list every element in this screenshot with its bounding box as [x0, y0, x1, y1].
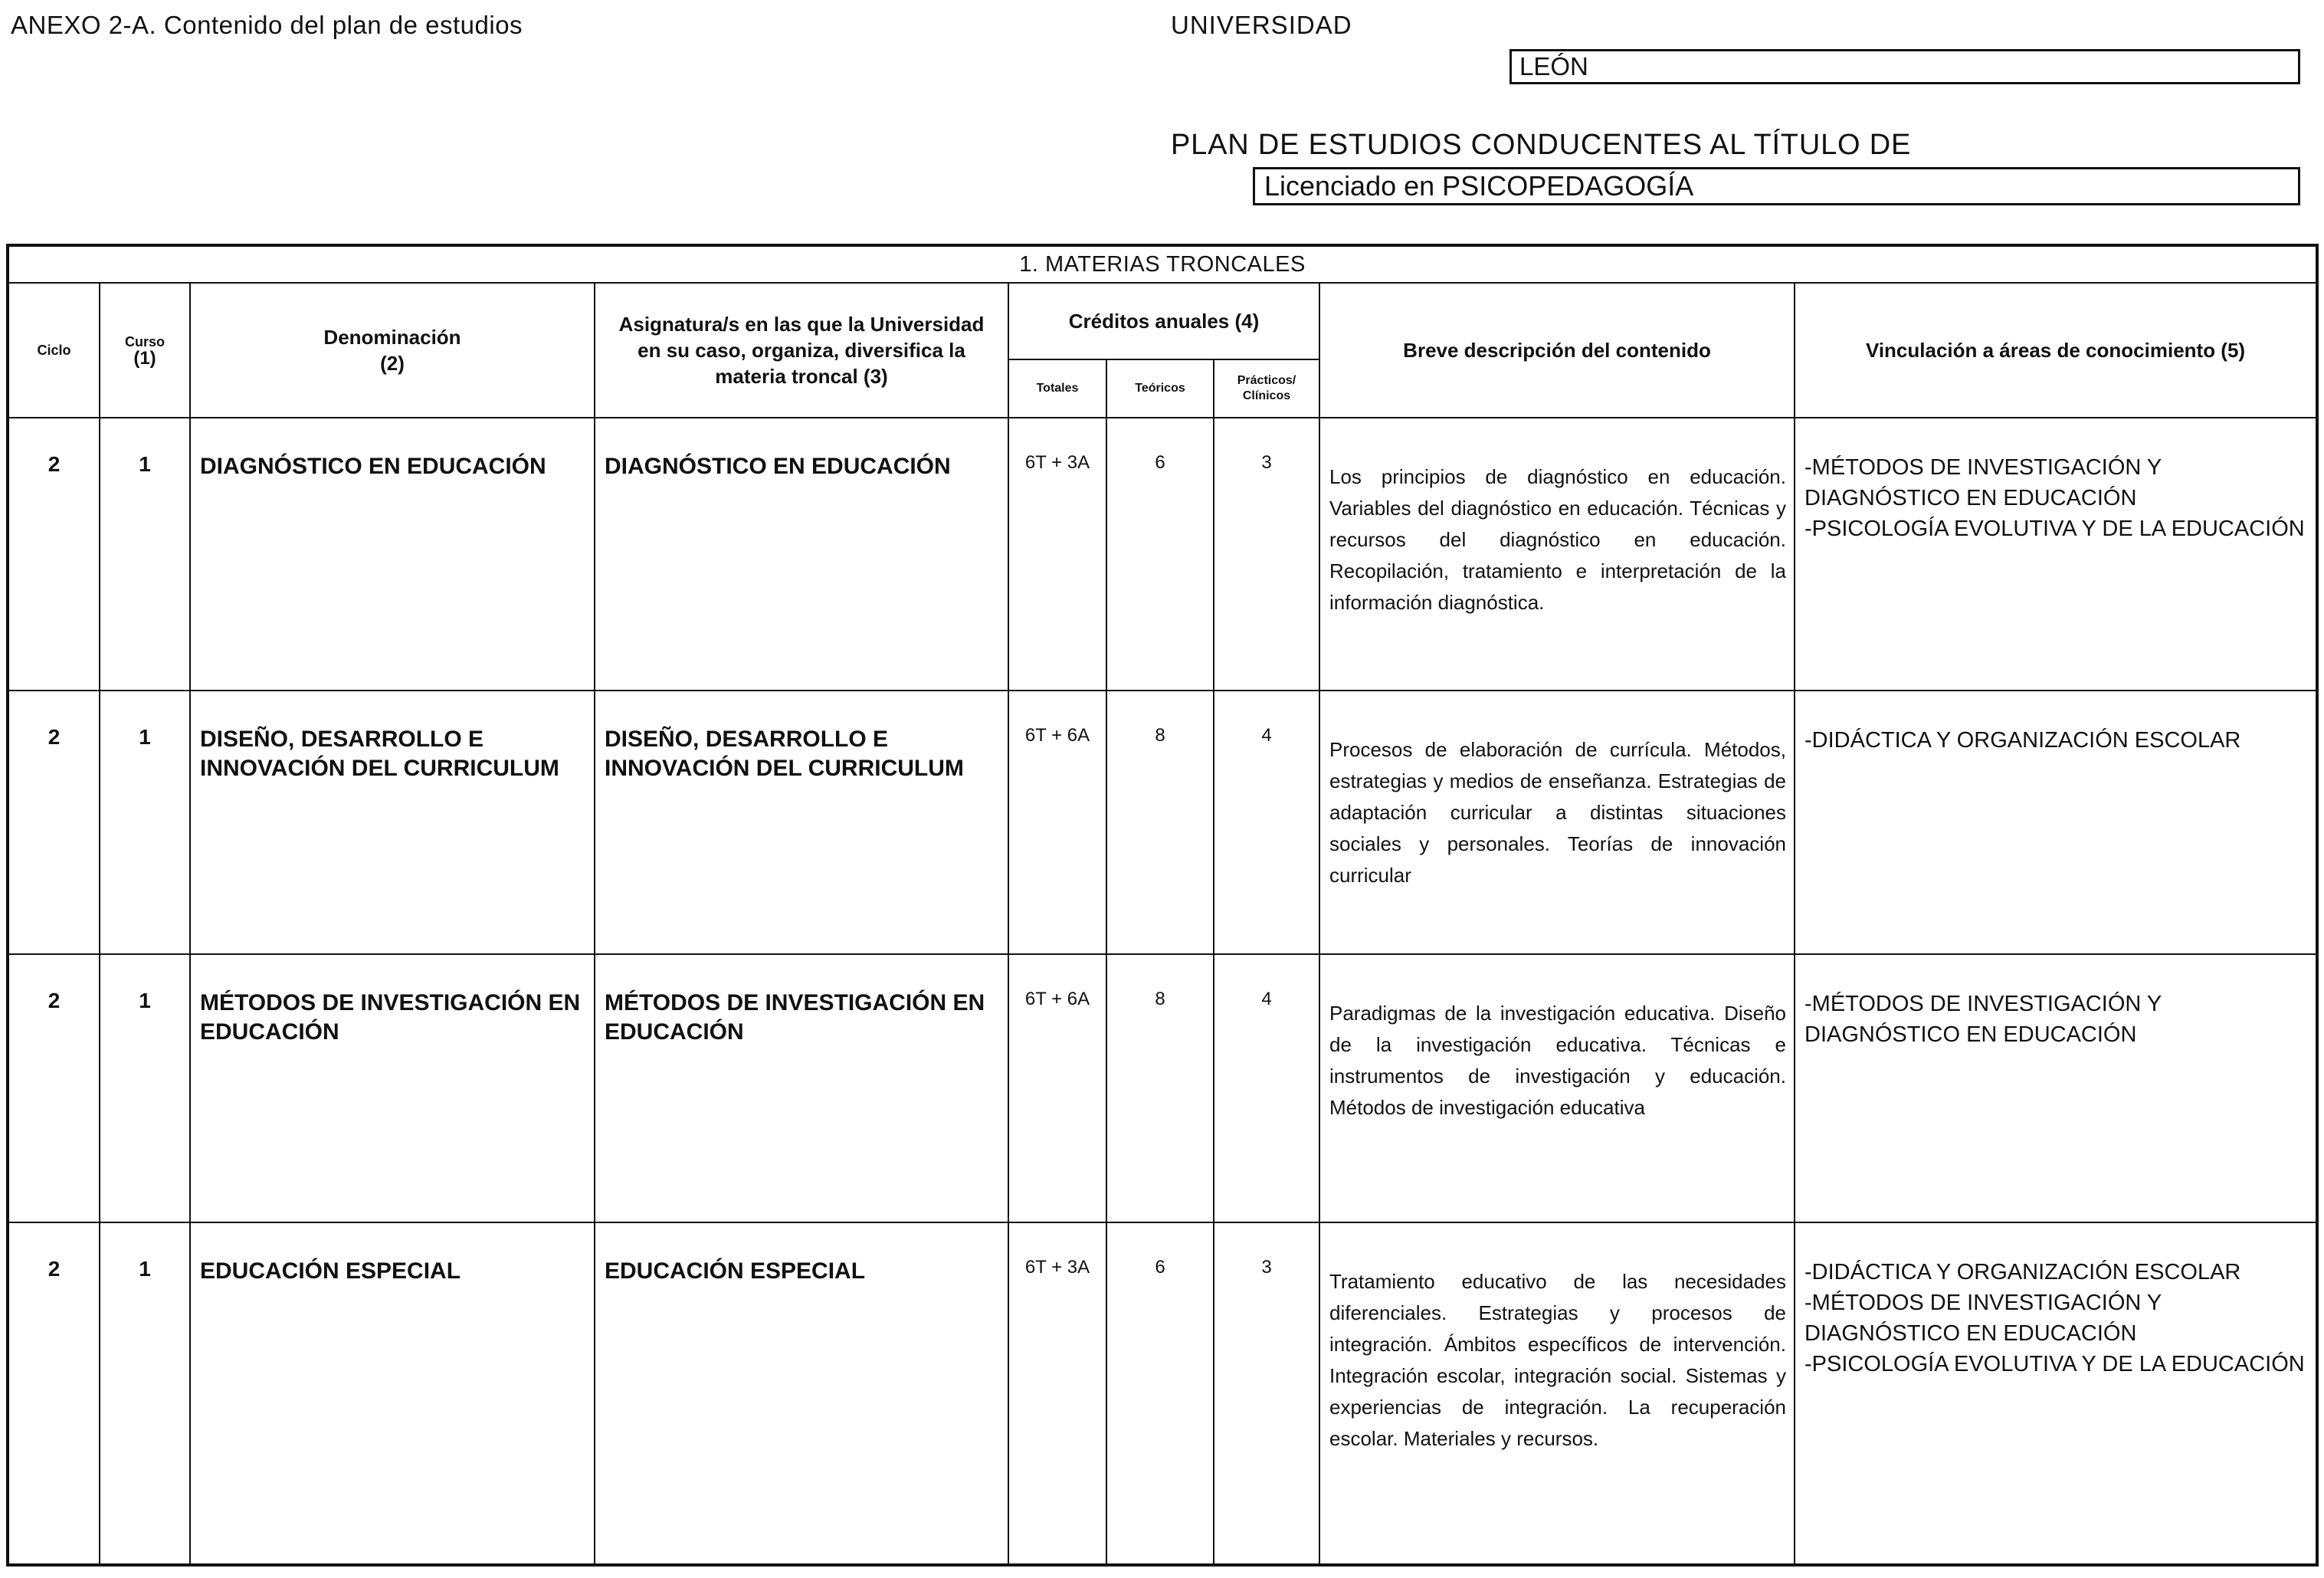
practicos-cell: 3 [1214, 1222, 1319, 1565]
university-label: UNIVERSIDAD [1171, 11, 1352, 39]
teoricos-cell: 6 [1106, 1222, 1214, 1565]
area-item: -DIDÁCTICA Y ORGANIZACIÓN ESCOLAR [1804, 728, 2241, 753]
col-header-teoricos: Teóricos [1106, 359, 1214, 418]
vinculacion-cell [1795, 691, 2317, 954]
vinculacion-cell [1795, 1222, 2317, 1565]
curso-cell: 1 [100, 418, 190, 691]
descripcion-cell: Los principios de diagnóstico en educación. Variables del diagnóstico en educación. Técnicas y recursos del diagnóstico en educación. Recopilación, tratamiento e interpretación de la información diagnóstica. [1319, 418, 1795, 691]
col-header-denominacion-label: Denominación [323, 326, 461, 349]
totales-cell: 6T + 3A [1008, 418, 1106, 691]
teoricos-cell: 8 [1106, 954, 1214, 1222]
teoricos-cell: 6 [1106, 418, 1214, 691]
practicos-cell: 4 [1214, 691, 1319, 954]
asignatura-cell: DISEÑO, DESARROLLO E INNOVACIÓN DEL CURRICULUM [595, 691, 1008, 954]
plan-label: PLAN DE ESTUDIOS CONDUCENTES AL TÍTULO DE [1171, 129, 1912, 161]
col-header-vinculacion: Vinculación a áreas de conocimiento (5) [1795, 283, 2317, 418]
totales-cell: 6T + 6A [1008, 954, 1106, 1222]
ciclo-cell: 2 [8, 691, 100, 954]
annex-title: ANEXO 2-A. Contenido del plan de estudios [11, 11, 523, 39]
teoricos-cell: 8 [1106, 691, 1214, 954]
area-item: -PSICOLOGÍA EVOLUTIVA Y DE LA EDUCACIÓN [1804, 517, 2305, 541]
col-header-totales: Totales [1008, 359, 1106, 418]
col-header-ciclo: Ciclo [8, 283, 100, 418]
ciclo-cell: 2 [8, 954, 100, 1222]
curso-cell: 1 [100, 691, 190, 954]
table-row [8, 954, 2317, 1222]
area-item: -MÉTODOS DE INVESTIGACIÓN Y DIAGNÓSTICO EN EDUCACIÓN [1804, 455, 2162, 510]
practicos-cell: 4 [1214, 954, 1319, 1222]
vinculacion-cell [1795, 418, 2317, 691]
asignatura-cell: EDUCACIÓN ESPECIAL [595, 1222, 1008, 1565]
asignatura-cell: MÉTODOS DE INVESTIGACIÓN EN EDUCACIÓN [595, 954, 1008, 1222]
totales-cell: 6T + 3A [1008, 1222, 1106, 1565]
denominacion-cell: DISEÑO, DESARROLLO E INNOVACIÓN DEL CURRICULUM [190, 691, 595, 954]
col-header-curso-note: (1) [133, 347, 156, 369]
descripcion-cell: Procesos de elaboración de currícula. Métodos, estrategias y medios de enseñanza. Estrategias de adaptación curricular a distintas situaciones sociales y personales. Teorías de innovación curricular [1319, 691, 1795, 954]
descripcion-cell: Tratamiento educativo de las necesidades diferenciales. Estrategias y procesos de integración. Ámbitos específicos de intervención. Integración escolar, integración social. Sistemas y experiencias de integración. La recuperación escolar. Materiales y recursos. [1319, 1222, 1795, 1565]
col-header-practicos: Prácticos/ Clínicos [1214, 359, 1319, 418]
col-header-denominacion [190, 283, 595, 418]
col-header-asignaturas: Asignatura/s en las que la Universidad en su caso, organiza, diversifica la materia troncal (3) [595, 283, 1008, 418]
col-header-curso [100, 283, 190, 418]
denominacion-cell: EDUCACIÓN ESPECIAL [190, 1222, 595, 1565]
curso-cell: 1 [100, 1222, 190, 1565]
ciclo-cell: 2 [8, 1222, 100, 1565]
area-item: -DIDÁCTICA Y ORGANIZACIÓN ESCOLAR [1804, 1260, 2241, 1284]
area-item: -PSICOLOGÍA EVOLUTIVA Y DE LA EDUCACIÓN [1804, 1352, 2305, 1376]
ciclo-cell: 2 [8, 418, 100, 691]
col-header-denominacion-note: (2) [380, 352, 405, 375]
denominacion-cell: DIAGNÓSTICO EN EDUCACIÓN [190, 418, 595, 691]
descripcion-cell: Paradigmas de la investigación educativa. Diseño de la investigación educativa. Técnicas e instrumentos de investigación y educación. Métodos de investigación educativa [1319, 954, 1795, 1222]
col-header-curso-label: Curso [124, 333, 165, 349]
col-header-descripcion: Breve descripción del contenido [1319, 283, 1795, 418]
materias-troncales-table [6, 244, 2319, 1567]
curso-cell: 1 [100, 954, 190, 1222]
asignatura-cell: DIAGNÓSTICO EN EDUCACIÓN [595, 418, 1008, 691]
area-item: -MÉTODOS DE INVESTIGACIÓN Y DIAGNÓSTICO EN EDUCACIÓN [1804, 992, 2162, 1047]
table-row [8, 1222, 2317, 1565]
area-item: -MÉTODOS DE INVESTIGACIÓN Y DIAGNÓSTICO EN EDUCACIÓN [1804, 1291, 2162, 1346]
practicos-cell: 3 [1214, 418, 1319, 691]
section-title: 1. MATERIAS TRONCALES [8, 245, 2317, 283]
table-row [8, 691, 2317, 954]
vinculacion-cell [1795, 954, 2317, 1222]
university-name-box: LEÓN [1509, 49, 2300, 84]
col-header-creditos: Créditos anuales (4) [1008, 283, 1319, 359]
totales-cell: 6T + 6A [1008, 691, 1106, 954]
degree-title-box: Licenciado en PSICOPEDAGOGÍA [1253, 167, 2300, 205]
denominacion-cell: MÉTODOS DE INVESTIGACIÓN EN EDUCACIÓN [190, 954, 595, 1222]
table-row [8, 418, 2317, 691]
